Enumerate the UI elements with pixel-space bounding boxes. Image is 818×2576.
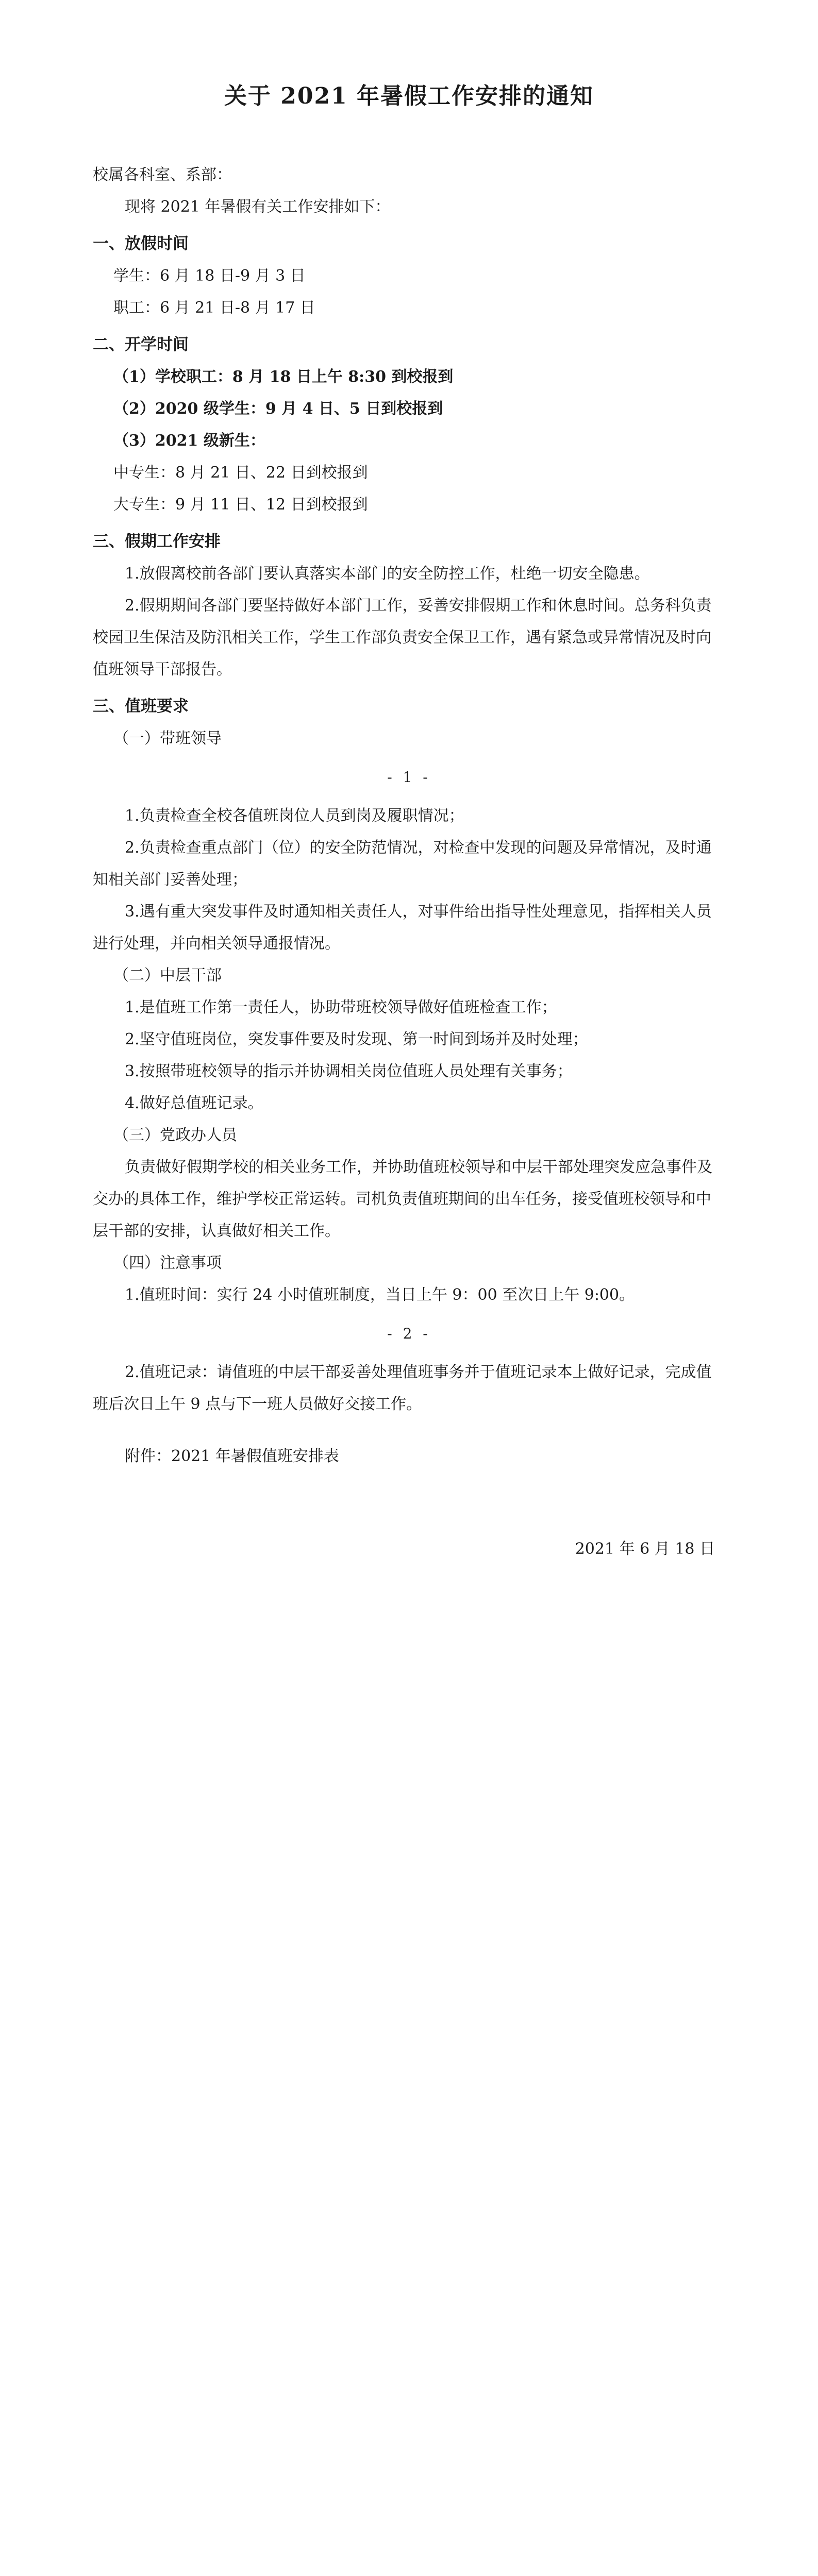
intro-text: 现将 2021 年暑假有关工作安排如下： [125,198,391,216]
start-dazhuan: 大专生：9 月 11 日、12 日到校报到 [113,496,368,514]
vacation-students: 学生：6 月 18 日-9 月 3 日 [113,267,306,285]
section-holiday-work-title: 三、假期工作安排 [93,532,221,551]
middle-duty-2: 2.坚守值班岗位，突发事件要及时发现、第一时间到场并及时处理； [125,1030,588,1048]
office-staff-title: （三）党政办人员 [113,1126,237,1144]
notes-duty-time: 1.值班时间：实行 24 小时值班制度，当日上午 9：00 至次日上午 9:00。 [125,1286,635,1304]
holiday-work-p1: 1.放假离校前各部门要认真落实本部门的安全防控工作，杜绝一切安全隐患。 [125,565,650,583]
leader-duty-2: 2.负责检查重点部门（位）的安全防范情况，对检查中发现的问题及异常情况，及时通知相关部门妥善处理； [93,839,712,889]
middle-duty-4: 4.做好总值班记录。 [125,1094,263,1112]
middle-duty-1: 1.是值班工作第一责任人，协助带班校领导做好值班检查工作； [125,998,557,1016]
start-item-staff: （1）学校职工：8 月 18 日上午 8:30 到校报到 [113,368,454,386]
holiday-work-p2: 2.假期期间各部门要坚持做好本部门工作，妥善安排假期工作和休息时间。总务科负责校园卫生保洁及防汛相关工作，学生工作部负责安全保卫工作，遇有紧急或异常情况及时向值班领导干部报告。 [93,597,712,679]
section-duty-title: 三、值班要求 [93,697,189,716]
duty-leader-title: （一）带班领导 [113,730,222,748]
document-title: 关于 2021 年暑假工作安排的通知 [224,83,594,109]
vacation-staff: 职工：6 月 21 日-8 月 17 日 [113,299,315,317]
section-vacation-title: 一、放假时间 [93,234,189,253]
attachment-line: 附件：2021 年暑假值班安排表 [125,1447,339,1465]
leader-duty-3: 3.遇有重大突发事件及时通知相关责任人，对事件给出指导性处理意见，指挥相关人员进行处理，并向相关领导通报情况。 [93,903,712,953]
blank-page [0,1793,818,2576]
start-item-2020: （2）2020 级学生：9 月 4 日、5 日到校报到 [113,400,443,418]
middle-duty-3: 3.按照带班校领导的指示并协调相关岗位值班人员处理有关事务； [125,1062,573,1080]
start-zhongzhuan: 中专生：8 月 21 日、22 日到校报到 [113,464,368,482]
page-number-1: - 1 - [387,769,431,786]
section-school-start-title: 二、开学时间 [93,335,189,354]
leader-duty-1: 1.负责检查全校各值班岗位人员到岗及履职情况； [125,807,464,825]
addressee: 校属各科室、系部： [93,166,232,184]
issue-date: 2021 年 6 月 18 日 [575,1540,715,1558]
notes-duty-record: 2.值班记录：请值班的中层干部妥善处理值班事务并于值班记录本上做好记录，完成值班后次日上午 9 点与下一班人员做好交接工作。 [93,1363,712,1413]
page-number-2: - 2 - [387,1325,431,1342]
middle-manager-title: （二）中层干部 [113,967,222,985]
office-staff-duty: 负责做好假期学校的相关业务工作，并协助值班校领导和中层干部处理突发应急事件及交办的具体工作，维护学校正常运转。司机负责值班期间的出车任务，接受值班校领导和中层干部的安排，认真做好相关工作。 [93,1158,712,1240]
notes-title: （四）注意事项 [113,1254,222,1272]
start-item-2021: （3）2021 级新生： [113,432,265,450]
